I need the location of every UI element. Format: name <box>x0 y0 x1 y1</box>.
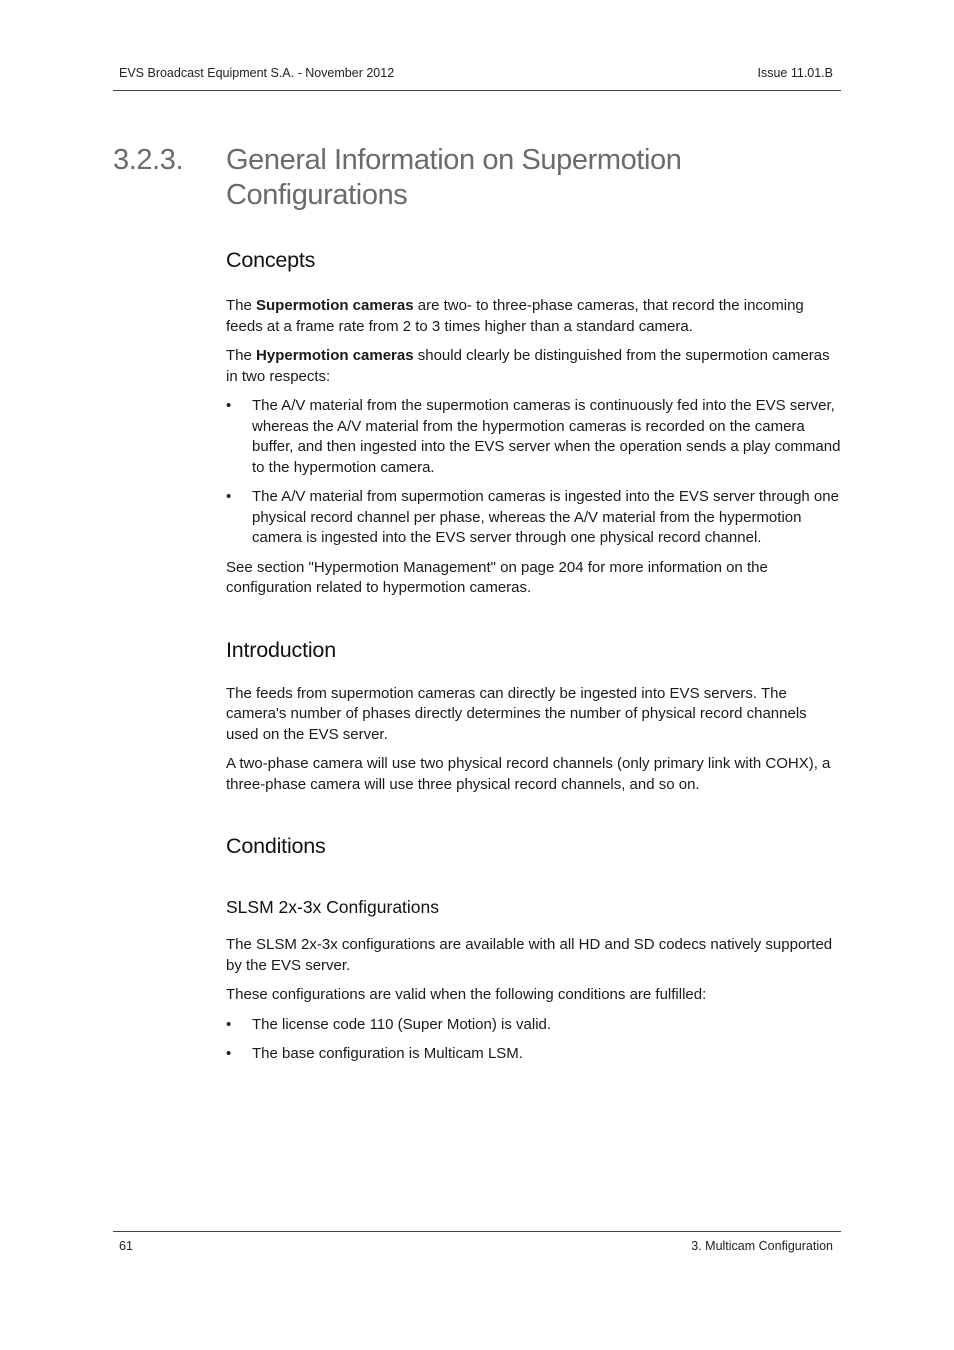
header-issue: Issue 11.01.B <box>757 66 833 80</box>
concepts-paragraph-1: The Supermotion cameras are two- to three-phase cameras, that record the incoming feeds at a frame rate from 2 to 3 times higher than a standard camera. <box>226 297 804 335</box>
introduction-heading: Introduction <box>226 637 336 662</box>
list-item: • The A/V material from supermotion cameras is ingested into the EVS server through one physical record channel per phase, whereas the A/V material from the hypermotion camera is ingested into the EVS server through one physical record channel. <box>226 488 839 546</box>
concepts-paragraph-3: See section "Hypermotion Management" on page 204 for more information on the configuration related to hypermotion cameras. <box>226 558 768 596</box>
bullet-glyph: • <box>226 397 232 414</box>
slsm-subheading: SLSM 2x-3x Configurations <box>226 897 440 917</box>
page-content <box>226 248 841 1065</box>
list-item: • The license code 110 (Super Motion) is valid. <box>226 1015 841 1036</box>
term-hypermotion: Hypermotion cameras <box>256 347 414 364</box>
bullet-glyph: • <box>226 1015 232 1033</box>
page-header <box>113 66 841 91</box>
bullet-glyph: • <box>226 488 232 505</box>
chapter-name: 3. Multicam Configuration <box>691 1239 833 1253</box>
page-footer <box>113 1231 841 1253</box>
conditions-paragraph-2: These configurations are valid when the following conditions are fulfilled: <box>226 986 707 1003</box>
introduction-paragraph-1: The feeds from supermotion cameras can directly be ingested into EVS servers. The camera's number of phases directly determines the number of physical record channels used on the EVS server. <box>226 684 807 743</box>
conditions-heading: Conditions <box>226 834 326 858</box>
section-heading: General Information on Supermotion Configurations <box>226 144 682 211</box>
term-supermotion: Supermotion cameras <box>256 297 414 314</box>
conditions-list <box>226 1015 841 1065</box>
concepts-heading: Concepts <box>226 248 316 272</box>
concepts-list <box>226 396 841 549</box>
concepts-paragraph-2: The Hypermotion cameras should clearly be distinguished from the supermotion cameras in two respects: <box>226 347 830 385</box>
header-publisher: EVS Broadcast Equipment S.A. - November 2012 <box>119 66 395 80</box>
bullet-glyph: • <box>226 1045 232 1062</box>
list-item: • The base configuration is Multicam LSM. <box>226 1044 841 1065</box>
section-number: 3.2.3. <box>113 144 184 176</box>
introduction-paragraph-2: A two-phase camera will use two physical record channels (only primary link with COHX), a three-phase camera will use three physical record channels, and so on. <box>226 755 831 793</box>
page-number: 61 <box>119 1239 133 1253</box>
conditions-paragraph-1: The SLSM 2x-3x configurations are available with all HD and SD codecs natively supported by the EVS server. <box>226 936 833 974</box>
list-item: • The A/V material from the supermotion cameras is continuously fed into the EVS server, whereas the A/V material from the hypermotion cameras is recorded on the camera buffer, and then ingested into the EVS server when the operation sends a play command to the hypermotion camera. <box>226 397 841 476</box>
